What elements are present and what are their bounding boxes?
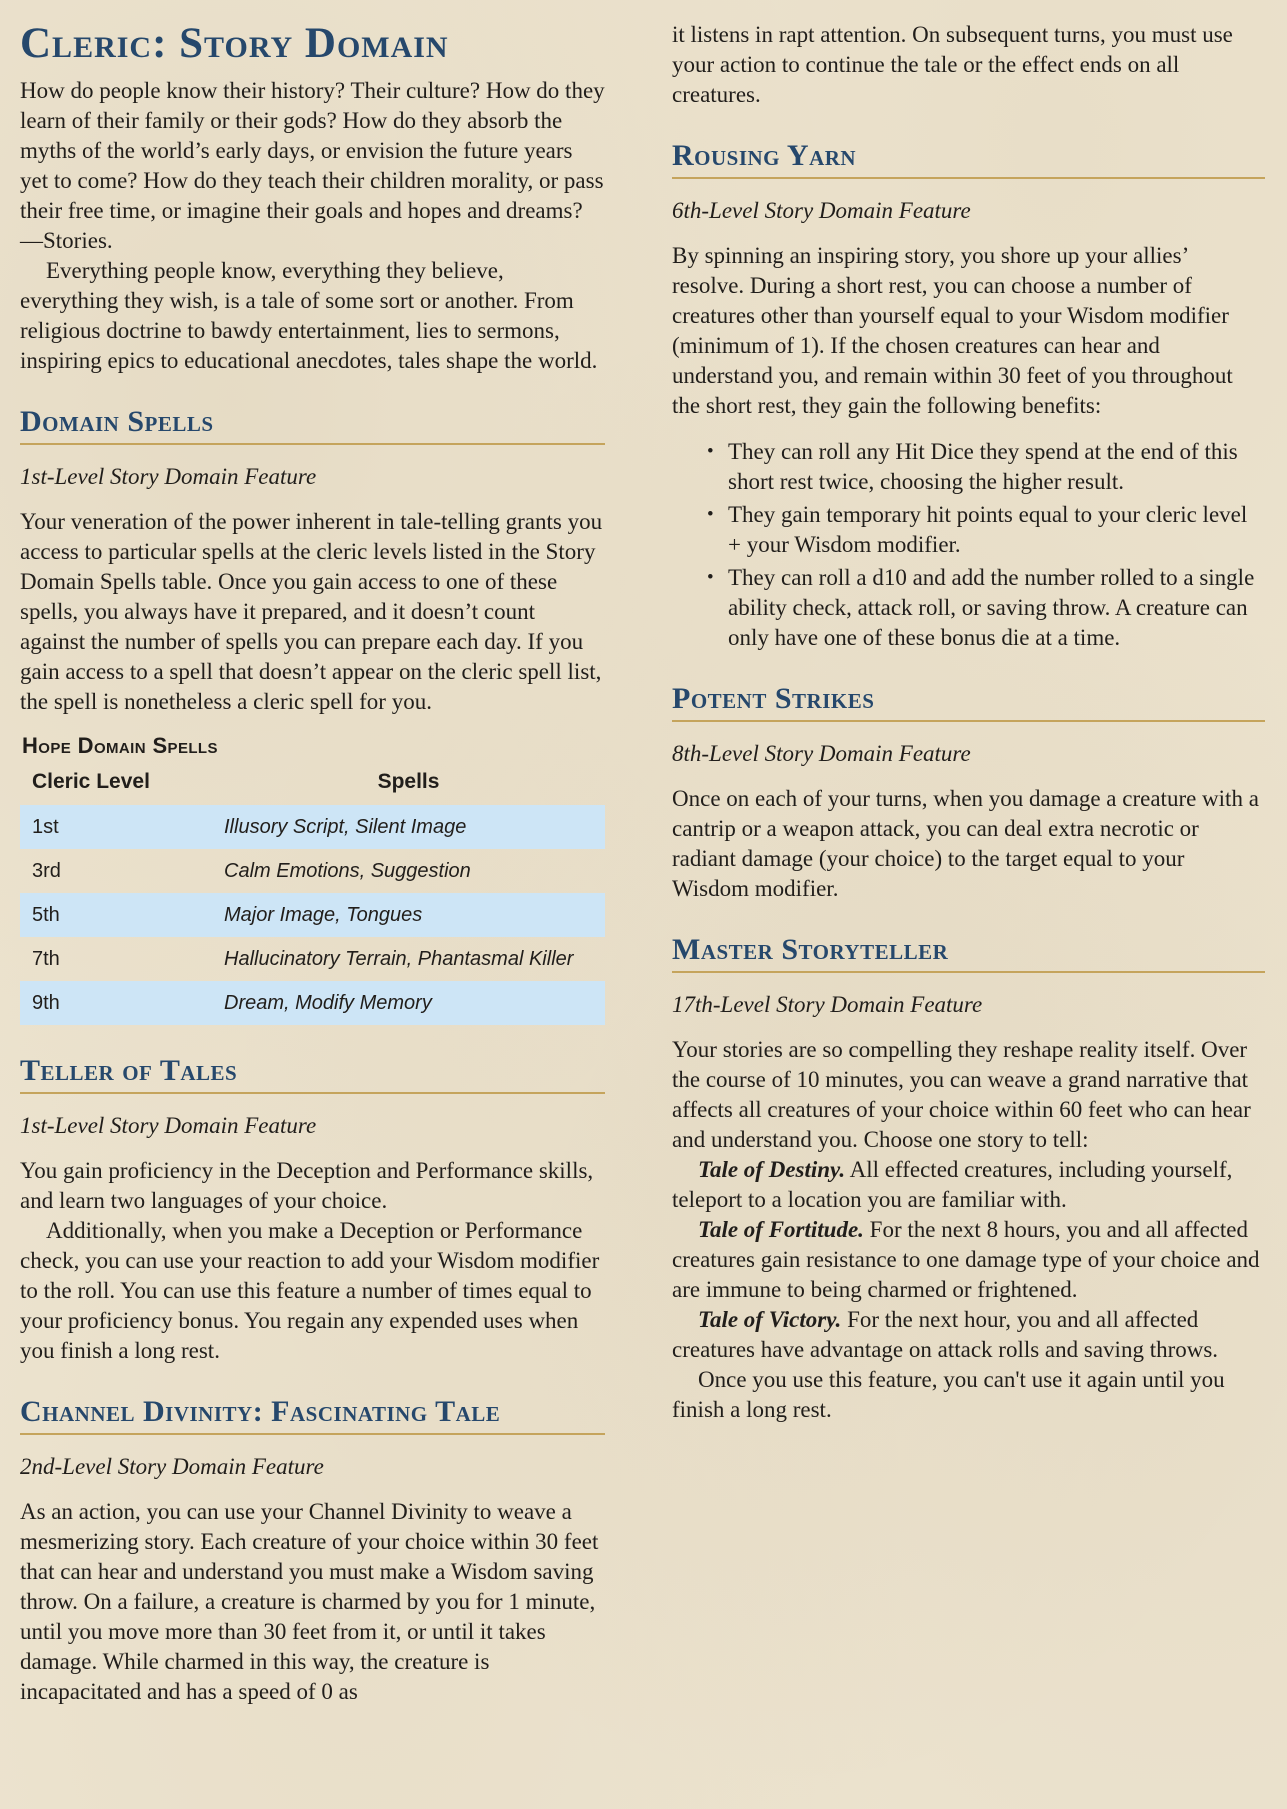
section-heading: Rousing Yarn <box>672 139 857 172</box>
feature-level-line: 1st-Level Story Domain Feature <box>20 1113 317 1138</box>
list-item: • They can roll any Hit Dice they spend at the end of this short rest twice, choosing the higher result. <box>728 437 1265 497</box>
right-column <box>672 20 1265 1707</box>
heading-rule <box>20 1092 605 1094</box>
heading-rule <box>672 720 1265 722</box>
tale-name: Tale of Victory. <box>698 1307 842 1332</box>
section-rousing-yarn <box>672 138 1265 653</box>
cell-level: 9th <box>32 992 60 1014</box>
tale-paragraph <box>672 1155 1265 1215</box>
column-gap <box>605 20 672 1707</box>
tale-name: Tale of Destiny. <box>698 1157 846 1182</box>
cell-spells: Dream, Modify Memory <box>224 992 432 1014</box>
intro-paragraph-1: How do people know their history? Their culture? How do they learn of their family or their gods? How do they absorb the myths of the world’s early days, or envision the future years yet to come? How do they teach their children morality, or pass their free time, or imagine their goals and hopes and dreams?—Stories. <box>20 78 605 253</box>
tale-paragraph <box>672 1215 1265 1305</box>
body-paragraph: Your veneration of the power inherent in tale-telling grants you access to particular spells at the cleric levels listed in the Story Domain Spells table. Once you gain access to one of these spells, you always have it prepared, and it doesn’t count against the number of spells you can prepare each day. If you gain access to a spell that doesn’t appear on the cleric spell list, the spell is nonetheless a cleric spell for you. <box>20 509 603 714</box>
column-header-spells: Spells <box>377 770 440 793</box>
spells-table <box>20 763 605 1025</box>
feature-level-line: 6th-Level Story Domain Feature <box>672 198 971 223</box>
table-header-row <box>20 763 605 805</box>
section-heading: Potent Strikes <box>672 682 875 715</box>
body-paragraph: Once on each of your turns, when you damage a creature with a cantrip or a weapon attack, you can deal extra necrotic or radiant damage (your choice) to the target equal to your Wisdom modifier. <box>672 786 1259 901</box>
table-row <box>20 849 605 893</box>
heading-rule <box>672 971 1265 973</box>
cell-level: 5th <box>32 904 60 926</box>
continuation-paragraph: it listens in rapt attention. On subsequent turns, you must use your action to continue the tale or the effect ends on all creatures. <box>672 22 1233 107</box>
heading-rule <box>20 443 605 445</box>
cell-spells: Illusory Script, Silent Image <box>224 816 467 838</box>
section-heading: Channel Divinity: Fascinating Tale <box>20 1395 501 1428</box>
tale-text: For the next hour, you and all affected creatures have advantage on attack rolls and saving throws. <box>672 1307 1219 1362</box>
section-master-storyteller <box>672 932 1265 1425</box>
intro-paragraph-2: Everything people know, everything they believe, everything they wish, is a tale of some sort or another. From religious doctrine to bawdy entertainment, lies to sermons, inspiring epics to educational anecdotes, tales shape the world. <box>20 258 598 373</box>
feature-level-line: 17th-Level Story Domain Feature <box>672 992 983 1017</box>
cell-level: 1st <box>32 816 59 838</box>
list-item: • They can roll a d10 and add the number rolled to a single ability check, attack roll, or saving throw. A creature can only have one of these bonus die at a time. <box>728 563 1265 653</box>
body-paragraph: You gain proficiency in the Deception and Performance skills, and learn two languages of your choice. <box>20 1158 594 1213</box>
closing-paragraph: Once you use this feature, you can't use it again until you finish a long rest. <box>672 1367 1225 1422</box>
section-teller-of-tales <box>20 1053 605 1366</box>
left-column <box>20 20 605 1707</box>
cell-level: 3rd <box>32 860 61 882</box>
heading-rule <box>672 177 1265 179</box>
tale-name: Tale of Fortitude. <box>698 1217 864 1242</box>
section-channel-divinity <box>20 1394 605 1707</box>
table-row <box>20 937 605 981</box>
tale-paragraph <box>672 1305 1265 1365</box>
cell-spells: Calm Emotions, Suggestion <box>224 860 471 882</box>
spells-table-title: Hope Domain Spells <box>22 733 218 758</box>
benefits-list <box>672 437 1265 653</box>
list-item: • They gain temporary hit points equal to your cleric level + your Wisdom modifier. <box>728 500 1265 560</box>
column-header-cleric-level: Cleric Level <box>32 770 150 793</box>
section-heading: Master Storyteller <box>672 933 949 966</box>
feature-level-line: 2nd-Level Story Domain Feature <box>20 1454 324 1479</box>
table-row <box>20 893 605 937</box>
body-paragraph: Additionally, when you make a Deception or Performance check, you can use your reaction to add your Wisdom modifier to the roll. You can use this feature a number of times equal to your proficiency bonus. You regain any expended uses when you finish a long rest. <box>20 1218 600 1363</box>
feature-level-line: 1st-Level Story Domain Feature <box>20 464 317 489</box>
tale-text: All effected creatures, including yourself, teleport to a location you are familiar with. <box>672 1157 1233 1212</box>
section-heading: Domain Spells <box>20 405 214 438</box>
feature-level-line: 8th-Level Story Domain Feature <box>672 741 971 766</box>
section-heading: Teller of Tales <box>20 1054 238 1087</box>
section-potent-strikes <box>672 681 1265 904</box>
section-domain-spells <box>20 404 605 1025</box>
body-paragraph: Your stories are so compelling they reshape reality itself. Over the course of 10 minutes, you can weave a grand narrative that affects all creatures of your choice within 60 feet who can hear and understand you. Choose one story to tell: <box>672 1037 1251 1152</box>
page-title: Cleric: Story Domain <box>20 20 449 67</box>
table-row <box>20 981 605 1025</box>
heading-rule <box>20 1433 605 1435</box>
cell-level: 7th <box>32 948 60 970</box>
body-paragraph: By spinning an inspiring story, you shore up your allies’ resolve. During a short rest, you can choose a number of creatures other than yourself equal to your Wisdom modifier (minimum of 1). If the chosen creatures can hear and understand you, and remain within 30 feet of you throughout the short rest, they gain the following benefits: <box>672 243 1233 418</box>
cell-spells: Major Image, Tongues <box>224 904 423 926</box>
table-row <box>20 805 605 849</box>
body-paragraph: As an action, you can use your Channel Divinity to weave a mesmerizing story. Each creature of your choice within 30 feet that can hear and understand you must make a Wisdom saving throw. On a failure, a creature is charmed by you for 1 minute, until you move more than 30 feet from it, or until it takes damage. While charmed in this way, the creature is incapacitated and has a speed of 0 as <box>20 1499 599 1704</box>
cell-spells: Hallucinatory Terrain, Phantasmal Killer <box>224 948 574 970</box>
tale-text: For the next 8 hours, you and all affected creatures gain resistance to one damage type of your choice and are immune to being charmed or frightened. <box>672 1217 1260 1302</box>
